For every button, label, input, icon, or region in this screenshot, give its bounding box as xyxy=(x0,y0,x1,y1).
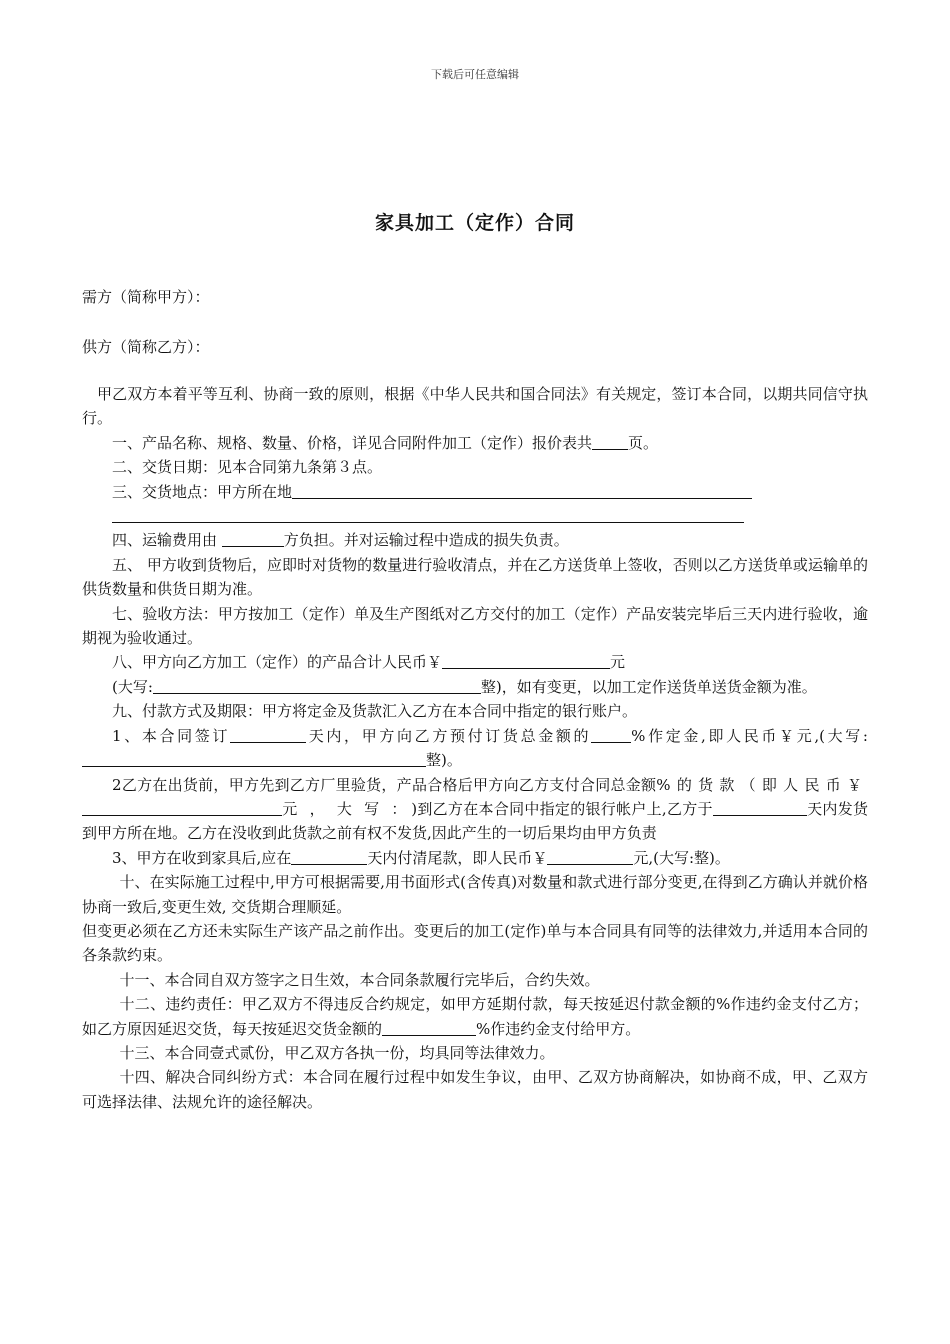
blank-shipping-days[interactable] xyxy=(713,799,807,816)
blank-freight-party[interactable] xyxy=(222,530,284,547)
seller-label: 供方（简称乙方）： xyxy=(82,338,210,356)
blank-deposit-uppercase[interactable] xyxy=(82,750,426,767)
clause-8-line2: (大写: 整)，如有变更，以加工定作送货单送货金额为准。 xyxy=(112,677,817,696)
clause-7: 七、验收方法：甲方按加工（定作）单及生产图纸对乙方交付的加工（定作）产品安装完毕后三天内进行验收，逾期视为验收通过。 xyxy=(82,604,868,648)
clause-9: 九、付款方式及期限：甲方将定金及货款汇入乙方在本合同中指定的银行账户。 xyxy=(112,702,638,721)
blank-payment-amount[interactable] xyxy=(82,799,282,816)
page-header-note: 下载后可任意编辑 xyxy=(431,68,519,81)
clause-3: 三、交货地点：甲方所在地 xyxy=(82,480,868,504)
clause-2: 二、交货日期：见本合同第九条第３点。 xyxy=(112,458,383,477)
clause-11: 十一、本合同自双方签字之日生效，本合同条款履行完毕后，合约失效。 xyxy=(119,970,600,989)
blank-pages[interactable] xyxy=(592,433,628,450)
clause-14: 十四、解决合同纠纷方式：本合同在履行过程中如发生争议，由甲、乙双方协商解决，如协商不成，甲、乙双方可选择法律、法规允许的途径解决。 xyxy=(82,1068,868,1111)
buyer-label: 需方（简称甲方）： xyxy=(82,288,210,306)
contract-body xyxy=(82,382,868,1114)
blank-deposit-percent[interactable] xyxy=(591,726,631,743)
blank-total-amount[interactable] xyxy=(442,652,610,669)
clause-10: 十、在实际施工过程中,甲方可根据需要,用书面形式(含传真)对数量和款式进行部分变更,在得到乙方确认并就价格协商一致后,变更生效, 交货期合理顺延。 xyxy=(82,873,868,916)
preamble: 甲乙双方本着平等互利、协商一致的原则，根据《中华人民共和国合同法》有关规定，签订本合同，以期共同信守执行。 xyxy=(82,385,868,428)
blank-deposit-days[interactable] xyxy=(230,726,306,743)
clause-9-2: 2乙方在出货前，甲方先到乙方厂里验货，产品合格后甲方向乙方支付合同总金额%的货款（即人民币￥元，大写：)到乙方在本合同中指定的银行帐户上,乙方于 天内发货到甲方所在地。乙方在没收到此货款之前有权不发货,因此产生的一切后果均由甲方负责 xyxy=(82,775,868,843)
blank-final-amount[interactable] xyxy=(547,848,633,865)
clause-3-line2 xyxy=(82,504,868,528)
blank-total-uppercase[interactable] xyxy=(153,677,481,694)
clause-13: 十三、本合同壹式贰份，甲乙双方各执一份，均具同等法律效力。 xyxy=(119,1043,555,1062)
blank-delivery-place-2[interactable] xyxy=(112,506,744,523)
clause-12: 十二、违约责任：甲乙双方不得违反合约规定，如甲方延期付款，每天按延迟付款金额的%作违约金支付乙方；如乙方原因延迟交货，每天按延迟交货金额的 %作违约金支付给甲方。 xyxy=(82,995,868,1038)
clause-5: 五、 甲方收到货物后，应即时对货物的数量进行验收清点，并在乙方送货单上签收，否则以乙方送货单或运输单的供货数量和供货日期为准。 xyxy=(82,555,868,599)
blank-delivery-place[interactable] xyxy=(292,482,752,499)
document-title: 家具加工（定作）合同 xyxy=(374,212,575,234)
clause-4: 四、运输费用由 方负担。并对运输过程中造成的损失负责。 xyxy=(112,531,569,550)
clause-10-cont: 但变更必须在乙方还未实际生产该产品之前作出。变更后的加工(定作)单与本合同具有同等的法律效力,并适用本合同的各条款约束。 xyxy=(82,921,868,965)
blank-final-days[interactable] xyxy=(291,848,367,865)
clause-8: 八、甲方向乙方加工（定作）的产品合计人民币￥ 元 xyxy=(112,653,626,672)
clause-9-3: 3、甲方在收到家具后,应在 天内付清尾款，即人民币￥ 元,(大写:整)。 xyxy=(112,848,730,867)
clause-9-1: 1、本合同签订 天内，甲方向乙方预付订货总金额的 %作定金,即人民币￥元,(大写:整)。 xyxy=(82,724,868,773)
clause-1: 一、产品名称、规格、数量、价格，详见合同附件加工（定作）报价表共 页。 xyxy=(112,433,659,452)
blank-penalty-percent[interactable] xyxy=(382,1019,476,1036)
